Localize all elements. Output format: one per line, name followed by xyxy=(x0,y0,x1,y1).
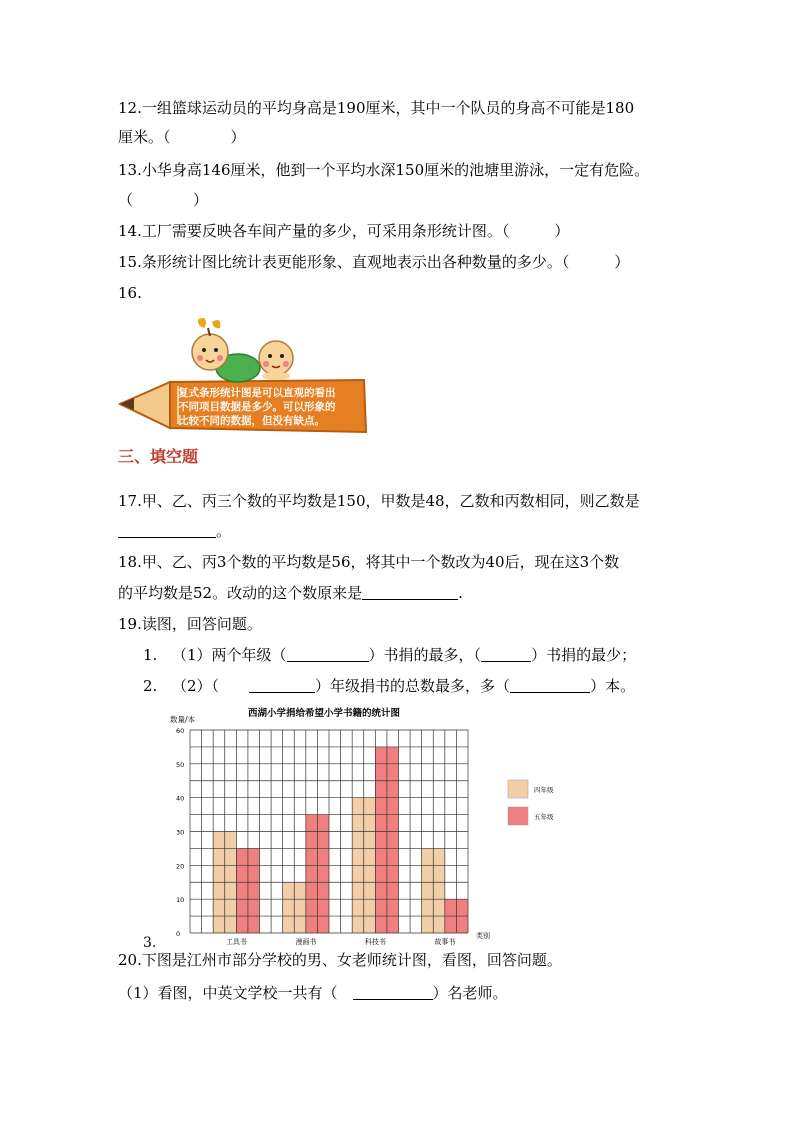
q19-sub2-text-b: ）年级捐书的总数最多，多（ xyxy=(315,677,511,695)
q18-line1: 18.甲、乙、丙3个数的平均数是56，将其中一个数改为40后，现在这3个数 xyxy=(118,553,620,571)
y-tick-label: 0 xyxy=(176,930,181,938)
q19-sub2 xyxy=(172,676,635,696)
q13-line2: （ ） xyxy=(118,191,209,209)
x-tick-label: 工具书 xyxy=(225,938,247,946)
q17-line2 xyxy=(118,521,231,541)
q20-line: 20.下图是江州市部分学校的男、女老师统计图，看图，回答问题。 xyxy=(118,951,562,969)
legend-swatch-四年级 xyxy=(508,780,528,798)
q18-tail: . xyxy=(458,584,463,602)
q19-sub1-text-c: ）书捐的最少； xyxy=(531,646,637,664)
y-tick-label: 20 xyxy=(176,862,185,871)
q19-sub1-blank2[interactable] xyxy=(481,646,531,662)
y-tick-label: 30 xyxy=(176,828,185,837)
legend-label: 五年级 xyxy=(534,813,554,821)
q14-line: 14.工厂需要反映各车间产量的多少，可采用条形统计图。（ ） xyxy=(118,222,570,240)
pencil-illustration xyxy=(118,316,370,438)
q15-line: 15.条形统计图比统计表更能形象、直观地表示出各种数量的多少。（ ） xyxy=(118,253,630,271)
q17-tail: 。 xyxy=(216,522,232,540)
q20-sub1-text-a: （1）看图，中英文学校一共有（ xyxy=(118,984,353,1002)
y-tick-label: 10 xyxy=(176,896,185,905)
q18-answer-blank[interactable] xyxy=(362,584,458,600)
q19-sub1-number: 1. xyxy=(143,646,158,664)
q18-text: 的平均数是52。改动的这个数原来是 xyxy=(118,584,363,602)
q19-sub1-text-a: （1）两个年级（ xyxy=(172,646,287,664)
legend-label: 四年级 xyxy=(534,786,554,794)
y-tick-label: 40 xyxy=(176,794,185,803)
legend-swatch-五年级 xyxy=(508,807,528,825)
q19-sub1 xyxy=(172,645,636,665)
q19-sub1-text-b: ）书捐的最多，（ xyxy=(368,646,482,664)
q16-label: 16. xyxy=(118,284,142,302)
illus-text-2: 不同项目数据是多少。可以形象的 xyxy=(178,401,336,413)
x-tick-label: 漫画书 xyxy=(295,938,317,946)
illus-text-3: 比较不同的数据，但没有缺点。 xyxy=(178,415,325,427)
book-donation-chart xyxy=(168,704,588,954)
q19-sub2-text-c: ）本。 xyxy=(590,677,636,695)
q12-line2: 厘米。（ ） xyxy=(118,128,246,146)
q17-answer-blank[interactable] xyxy=(118,522,216,538)
q13-line1: 13.小华身高146厘米，他到一个平均水深150厘米的池塘里游泳，一定有危险。 xyxy=(118,161,650,179)
y-tick-label: 60 xyxy=(176,727,185,735)
q18-line2 xyxy=(118,583,463,603)
q19-sub2-number: 2. xyxy=(143,677,158,695)
q19-sub2-text-a: （2）（ xyxy=(172,677,250,695)
y-tick-label: 50 xyxy=(176,760,185,769)
chart-title: 西湖小学捐给希望小学书籍的统计图 xyxy=(248,708,401,719)
q19-line: 19.读图，回答问题。 xyxy=(118,615,262,633)
chart-svg xyxy=(168,704,588,954)
q20-sub1-text-b: ）名老师。 xyxy=(432,984,508,1002)
q20-sub1-blank[interactable] xyxy=(353,984,433,1000)
q19-sub2-blank2[interactable] xyxy=(510,677,590,693)
q20-sub1 xyxy=(118,983,508,1003)
q19-sub1-blank1[interactable] xyxy=(287,646,369,662)
q19-sub2-blank1[interactable] xyxy=(249,677,315,693)
q19-sub3-number: 3. xyxy=(143,935,157,951)
chart-xlabel: 类别 xyxy=(476,932,490,940)
x-tick-label: 故事书 xyxy=(434,938,456,946)
x-tick-label: 科技书 xyxy=(364,938,386,946)
q17-line1: 17.甲、乙、丙三个数的平均数是150，甲数是48，乙数和丙数相同，则乙数是 xyxy=(118,492,640,510)
illus-text-1: 复式条形统计图是可以直观的看出 xyxy=(178,387,336,399)
section-title-fill-blank: 三、填空题 xyxy=(118,447,199,466)
chart-ylabel: 数量/本 xyxy=(170,715,196,724)
q12-line1: 12.一组篮球运动员的平均身高是190厘米，其中一个队员的身高不可能是180 xyxy=(118,99,635,117)
